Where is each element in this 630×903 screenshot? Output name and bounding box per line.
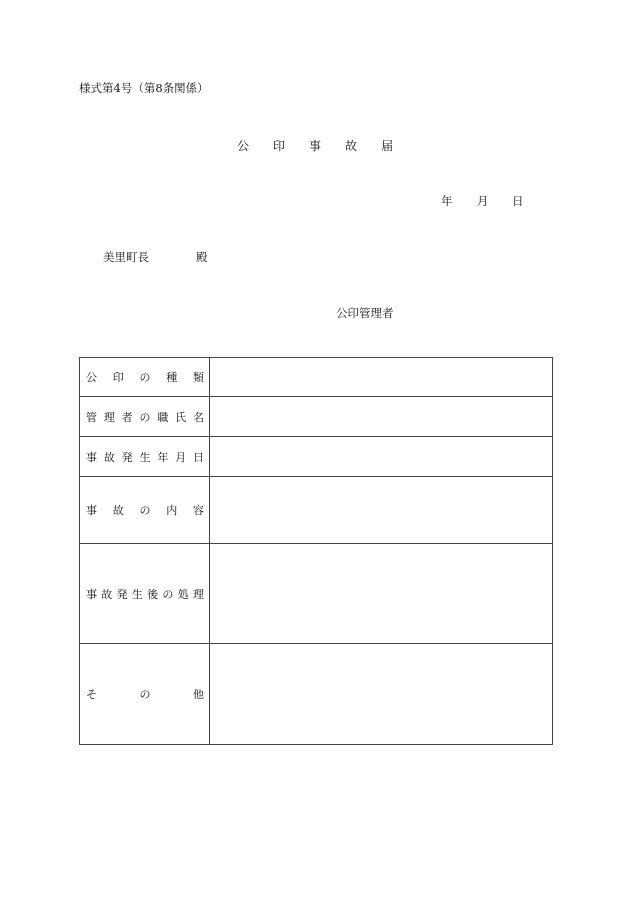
seal-type-field[interactable] [210,358,553,397]
row-label-seal-type: 公 印 の 種 類 [80,358,210,397]
table-row [80,437,553,477]
title-char: 故 [345,139,358,153]
addressee-honorific: 殿 [196,250,208,264]
row-label-incident-date: 事 故 発 生 年 月 日 [80,437,210,477]
table-row [80,644,553,745]
document-title [237,137,393,154]
row-label-incident-details: 事 故 の 内 容 [80,477,210,544]
incident-details-field[interactable] [210,477,553,544]
table-row [80,477,553,544]
row-label-manager-name: 管 理 者 の 職 氏 名 [80,397,210,437]
title-char: 公 [237,139,250,153]
submitter-label: 公印管理者 [336,306,394,320]
manager-name-field[interactable] [210,397,553,437]
seal-incident-table [79,357,553,745]
date-month-label: 月 [477,194,489,208]
date-year-label: 年 [441,194,453,208]
post-incident-action-field[interactable] [210,544,553,644]
title-char: 印 [273,139,286,153]
date-day-label: 日 [512,194,524,208]
addressee-name: 美里町長 [103,250,149,264]
table-row [80,358,553,397]
title-char: 事 [309,139,322,153]
title-char: 届 [381,139,394,153]
other-field[interactable] [210,644,553,745]
table-row [80,544,553,644]
incident-date-field[interactable] [210,437,553,477]
row-label-post-incident-action: 事 故 発 生 後 の 処 理 [80,544,210,644]
table-row [80,397,553,437]
row-label-other: そ の 他 [80,644,210,745]
form-number: 様式第4号（第8条関係） [79,81,209,95]
